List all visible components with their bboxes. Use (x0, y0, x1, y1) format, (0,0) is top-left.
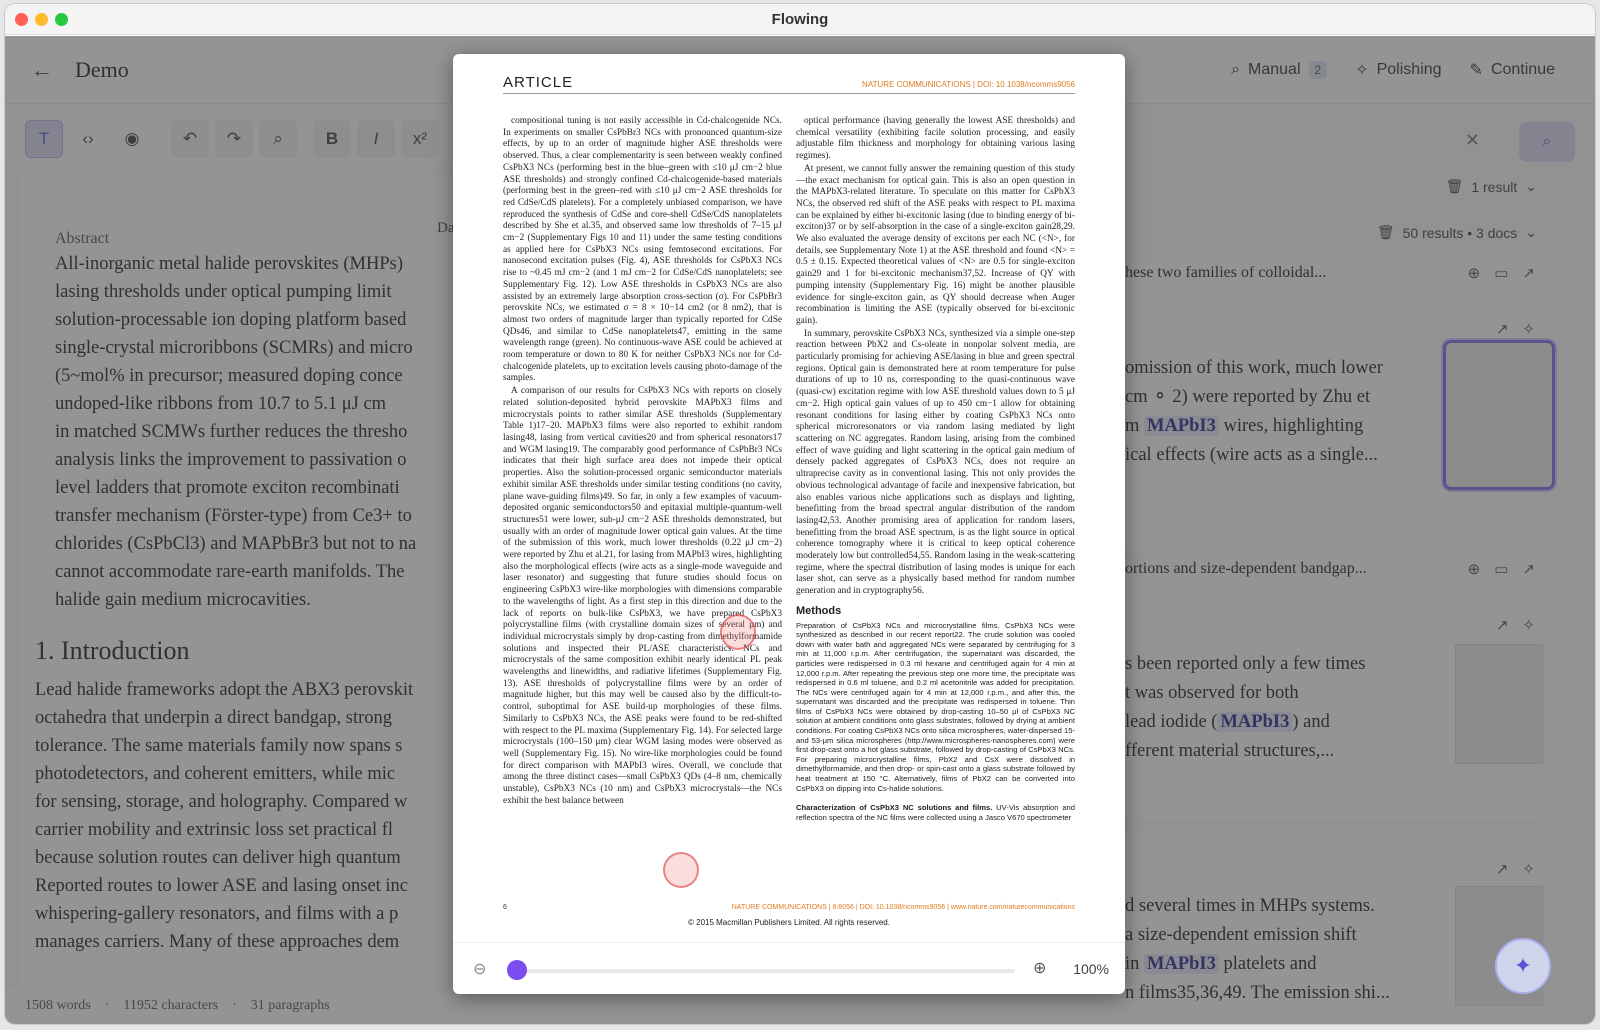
zoom-out-icon[interactable]: ⊖ (473, 961, 487, 978)
window-title: Flowing (771, 11, 829, 28)
pdf-journal-ref: NATURE COMMUNICATIONS | DOI: 10.1038/ncomms9056 (862, 80, 1075, 89)
pdf-article-label: ARTICLE (503, 74, 574, 91)
pdf-columns (503, 116, 1075, 896)
zoom-percent: 100% (1073, 961, 1109, 977)
highlight-marker[interactable] (663, 852, 699, 888)
app-window (5, 4, 1595, 1024)
char-heading: Characterization of CsPbX3 NC solutions and films. (796, 803, 993, 813)
page-number: 6 (503, 904, 507, 911)
char-text: UV-Vis absorption and reflection spectra of the NC films were collected using a Jasco V670 spectrometer (796, 803, 1075, 822)
pdf-header (503, 74, 1075, 94)
sparkle-icon: ✦ (1513, 953, 1533, 978)
footer-journal: NATURE COMMUNICATIONS | 6:8056 | DOI: 10.1038/ncomms9056 | www.nature.com/naturecommunications (731, 904, 1075, 911)
pdf-viewer-modal (453, 54, 1125, 994)
highlight-marker[interactable] (720, 614, 756, 650)
methods-heading: Methods (796, 604, 842, 617)
pdf-footer (503, 904, 1075, 911)
zoom-bar (453, 942, 1125, 994)
zoom-slider[interactable] (515, 969, 1015, 973)
zoom-in-icon[interactable]: ⊕ (1033, 960, 1047, 977)
titlebar (5, 4, 1595, 35)
pdf-column-right: optical performance (having generally the lowest ASE thresholds) and chemical versatility (exhibiting facile solution processing, and easily adjustable film thickness and morphology for obtaining various lasing regimes). At present, we cannot fully answer the remaining question of this study—the exact mechanism for optical gain. This is also an open question in the MAPbX3-related literature. To speculate on this matter for CsPbX3 NCs, the observed red shift of the ASE peaks with respect to PL maxima can be explained by either bi-excitonic lasing (due to binding energy of bi-exciton)37 or by self-absorption in the case of a single-exciton gain28,29. We also evaluated the average density of excitons per each NC (<N>, for details, see Supplementary Note 1) at the ASE threshold and found <N> = 0.5 ± 0.15. Expected theoretical values of <N> are 0.5 for single-exciton gain29 and 1 for bi-excitonic mechanism37,52. Increase of QY with pumping intensity (Supplementary Fig. 16) might be another plausible evidence for single-exciton gain, as QY should decrease when Auger recombination is limiting the ASE (typically observed for bi-excitonic gain). In summary, perovskite CsPbX3 NCs, synthesized via a simple one-step reaction between PbX2 and Cs-oleate in nonpolar solvent media, are particularly promising for achieving ASE/lasing in blue and green spectral regions. Optical gain is demonstrated here at room temperature for pulse durations of up to 10 ns, corresponding to the quasi-continuous wave (quasi-cw) excitation regime with low ASE threshold values down to 5 μJ cm−2. High optical gain values of up to 450 cm−1 allow for obtaining resonant conditions for lasing either by coating CsPbX3 NCs onto spherical microresonators or via random lasing mediated by light scattering on NC aggregates. Random lasing, arising from the combined effect of wave guiding and light scattering in the optical gain medium of densely packed aggregates of CsPbX3 NCs, does not require an ultraprecise cavity as in conventional lasing. This not only provides the obvious technological advantage of facile and inexpensive fabrication, but also enables various niche applications such as displays and lighting, benefitting from the broad spectral angular distribution of the random lasing42,53. Another promising area of application for random lasers, benefitting from the broad ASE spectrum, is as the light source in optical coherence tomography where it is critical to keep optical coherence moderately low but controlled54,55. Random lasing in the weak-scattering regime, where the spectral distribution of lasing modes is unique for each laser shot, can serve as a physically based method for random number generation and in cryptography56. Methods Preparation of CsPbX3 NCs and microcrystalline films. CsPbX3 NCs were synthesized as described in our recent report22. The crude solution was cooled down with water bath and aggregated NCs were separated by centrifuging for 3 min at 11,000 r.p.m. After centrifugation, the supernatant was discarded, the particles were redispersed in 0.3 ml hexane and centrifuged again for 4 min at 12,000 r.p.m. After repeating the previous step one more time, the precipitate was redispersed in 0.6 ml toluene, and 0.2 ml acetonitrile was added for precipitation. The NCs were centrifuged again for 4 min at 12,000 r.p.m., and after this, the supernatant was discarded and the precipitate was redispersed in toluene. Thin films of CsPbX3 NCs were obtained by drop-casting 10–50 μl of CsPbX3 NC solution at ambient conditions onto glass substrates, followed by drying at ambient conditions. For coating CsPbX3 NCs onto silica microspheres, water-dispersed 15- and 53-μm silica microspheres (http://www.microspheres-nanospheres.com) were first drop-cast onto a hot glass substrate, followed by drop-casting of CsPbX3 NCs. For preparing microcrystalline films, PbX2 and CsX were dissolved in dimethylformamide, and then drop- or spin-cast onto a glass substrate followed by heat treatment at 150 °C. Alternatively, films of PbX2 can be converted into CsPbX3 on dipping into Cs-halide solutions. Characterization of CsPbX3 NC solutions and films. UV-Vis absorption and reflection spectra of the NC films were collected using a Jasco V670 spectrometer (796, 116, 1075, 822)
pdf-column-left: compositional tuning is not easily accessible in Cd-chalcogenide NCs. In experiments on smaller CsPbBr3 NCs with pronounced quantum-size effects, by up to an order of magnitude higher ASE thresholds were observed. Thus, a clear complementarity is seen between weakly confined CsPbX3 NCs (performing best in the blue–green with ≤10 μJ cm−2 blue ASE thresholds) and strongly confined Cd-chalcogenide-based materials (performing best in the green–red with ≤10 μJ cm−2 ASE thresholds for red CdSe/CdS platelets). For a completely unbiased comparison, we have reproduced the synthesis of CdSe and core-shell CdSe/CdS nanoplatelets described by She et al.35, and observed same low thresholds of 7–15 μJ cm−2 (Supplementary Figs 10 and 11) under the same testing conditions as applied here for CsPbX3 NCs using femtosecond excitations. For nanosecond excitation pulses (Fig. 4), ASE thresholds for CsPbX3 NCs rise to ~0.45 mJ cm−2 (and 1 mJ cm−2 for CdSe/CdS nanoplatelets; see Supplementary Fig. 12). Low ASE thresholds in CsPbX3 NCs are also assisted by an extremely large absorption cross-section (σ). For CsPbBr3 perovskite NCs, we estimated σ = 8 × 10−14 cm2 (or 8 nm2), that is almost two orders of magnitude larger than typically reported for CdSe QDs46, and similar to CdSe nanoplatelets47, emitting in the same wavelength range (green). No continuous-wave ASE could be achieved at room temperature or down to 80 K for neither CsPbX3 NCs nor for Cd-chalcogenide platelets, up to excitation levels causing photo-damage of the samples. A comparison of our results for CsPbX3 NCs with reports on closely related solution-deposited hybrid perovskite MAPbX3 films and microcrystals points to rather similar ASE thresholds (Supplementary Table 1)17–20. MAPbX3 films were also reported to exhibit random lasing48, lasing from vertical cavities20 and from spherical resonators17 and WGM lasing19. The comparably good performance of CsPbBr3 NCs indicates that their high surface area does not impede their optical properties. Also the solution-processed organic semiconductor materials exhibit similar ASE thresholds under similar testing conditions (no cavity, plane wave-guiding films)49. So far, in only a few examples of vacuum-deposited organic semiconductors50 and epitaxial multiple-quantum-well structures51 were lower, sub-μJ cm−2 ASE thresholds demonstrated, but usually with an order of magnitude lower optical gain values. At the time of the submission of this work, much lower thresholds (0.22 μJ cm−2) were reported by Zhu et al.21, for lasing from MAPbI3 wires, highlighting also the morphological effects (wire acts as a single-mode waveguide and laser resonator) and suggesting that future studies should focus on engineering CsPbX3 wire-like morphologies with dimensions comparable to the wavelengths of light. As a first step in this direction and due to the lack of reports on bulk-like CsPbX3, we have prepared CsPbX3 polycrystalline films (with crystalline domain sizes of several μm) and individual microcrystals simply by drop-casting from dimethylformamide solutions and inspected their PL/ASE characteristics. NCs and microcrystals of the same composition exhibit nearly identical PL peak wavelengths and linewidths, and radiative lifetimes (Supplementary Fig. 13). ASE thresholds of polycrystalline films were by an order of magnitude higher, but this may well be caused also by the difficult-to-control, suboptimal for ASE build-up morphologies of these films. Similarly to CsPbX3 NCs, the ASE peaks were found to be red-shifted with respect to the PL maxima (Supplementary Fig. 14). For selected large microcrystals (100–150 μm) clear WGM lasing modes were observed as well (Supplementary Fig. 15). No wire-like morphologies could be found for direct comparison with MAPbI3 wires. Overall, we conclude that among the three distinct cases—small CsPbX3 QDs (4–8 nm, chemically unstable), CsPbX3 NCs (10 nm) and CsPbX3 microcrystals—the NCs exhibit the best balance between (503, 116, 782, 806)
methods-text: Preparation of CsPbX3 NCs and microcrystalline films. CsPbX3 NCs were synthesized as described in our recent report22. The crude solution was cooled down with water bath and aggregated NCs were separated by centrifuging for 3 min at 11,000 r.p.m. After centrifugation, the supernatant was discarded, the particles were redispersed in 0.3 ml hexane and centrifuged again for 4 min at 12,000 r.p.m. After repeating the previous step one more time, the precipitate was redispersed in 0.6 ml toluene, and 0.2 ml acetonitrile was added for precipitation. The NCs were centrifuged again for 4 min at 12,000 r.p.m., and after this, the supernatant was discarded and the precipitate was redispersed in toluene. Thin films of CsPbX3 NCs were obtained by drop-casting 10–50 μl of CsPbX3 NC solution at ambient conditions onto glass substrates, followed by drying at ambient conditions. For coating CsPbX3 NCs onto silica microspheres, water-dispersed 15- and 53-μm silica microspheres (http://www.microspheres-nanospheres.com) were first drop-cast onto a hot glass substrate, followed by drop-casting of CsPbX3 NCs. For preparing microcrystalline films, PbX2 and CsX were dissolved in dimethylformamide, and then drop- or spin-cast onto a glass substrate followed by heat treatment at 150 °C. Alternatively, films of PbX2 can be converted into CsPbX3 on dipping into Cs-halide solutions. (796, 620, 1075, 793)
ai-assistant-button[interactable] (1495, 938, 1551, 994)
zoom-slider-knob[interactable] (507, 960, 527, 980)
pdf-page (503, 74, 1075, 896)
copyright: © 2015 Macmillan Publishers Limited. All rights reserved. (688, 918, 890, 927)
